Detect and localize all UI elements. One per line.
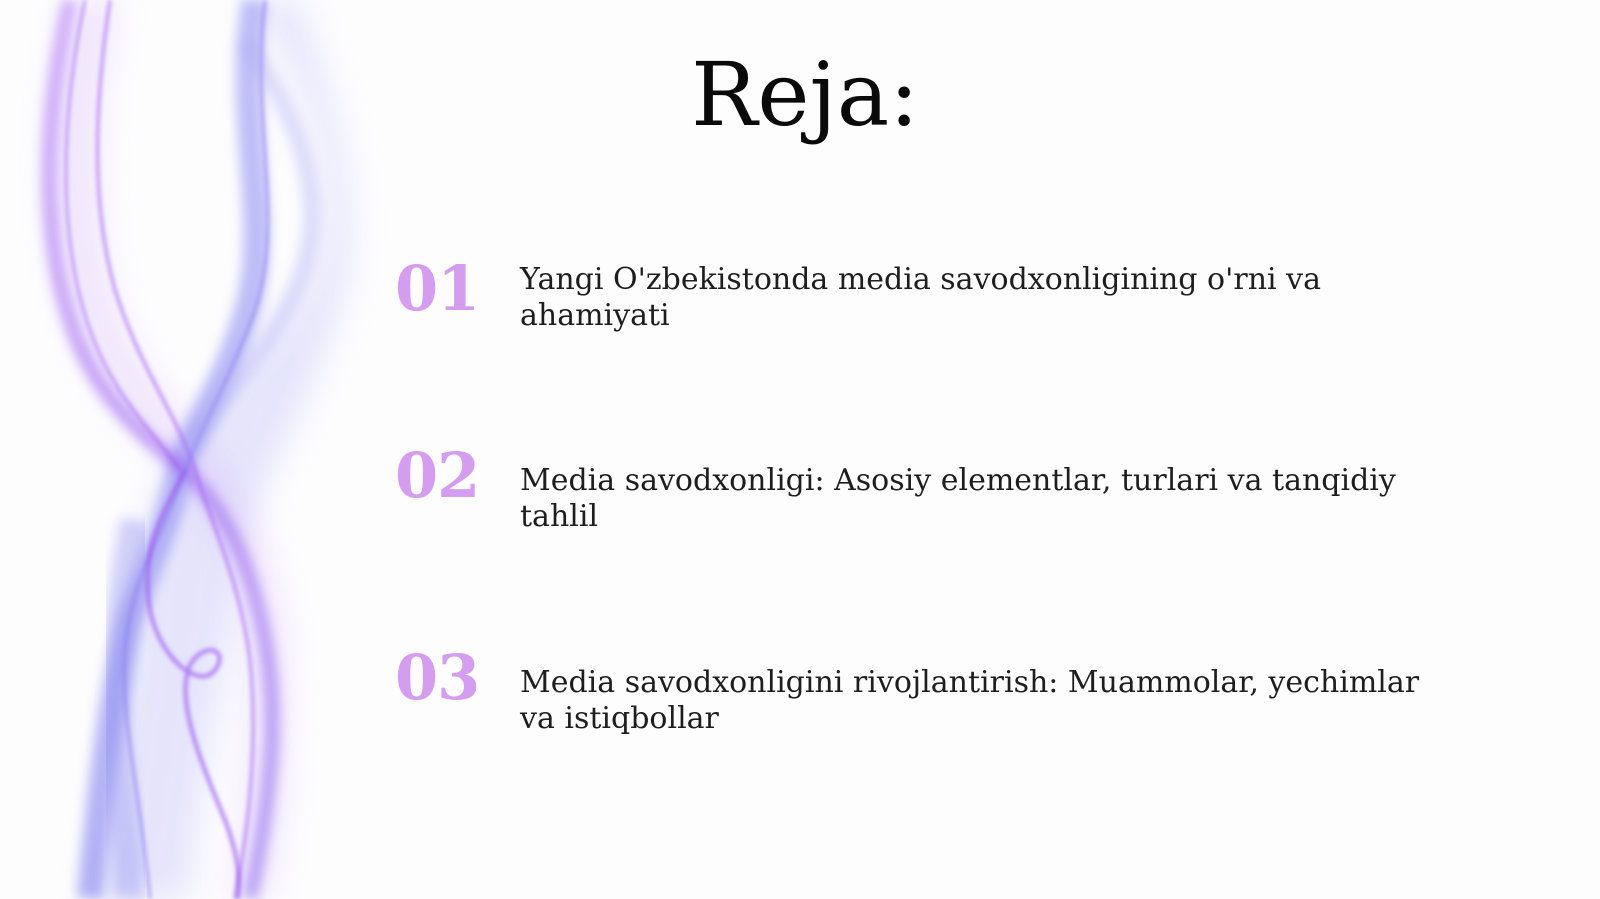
- agenda-item-3: [395, 641, 1515, 737]
- agenda-item-2: [395, 439, 1515, 535]
- agenda-item-text: Media savodxonligini rivojlantirish: Muammolar, yechimlar va istiqbollar: [520, 665, 1420, 736]
- agenda-item-1: [395, 252, 1515, 334]
- agenda-item-number: 01: [395, 252, 480, 325]
- agenda-item-text: Media savodxonligi: Asosiy elementlar, turlari va tanqidiy tahlil: [520, 463, 1396, 534]
- slide-title: Reja:: [691, 43, 919, 146]
- agenda-item-number: 03: [395, 641, 480, 714]
- agenda-item-text: Yangi O'zbekistonda media savodxonligining o'rni va ahamiyati: [520, 262, 1321, 333]
- agenda-item-number: 02: [395, 439, 480, 512]
